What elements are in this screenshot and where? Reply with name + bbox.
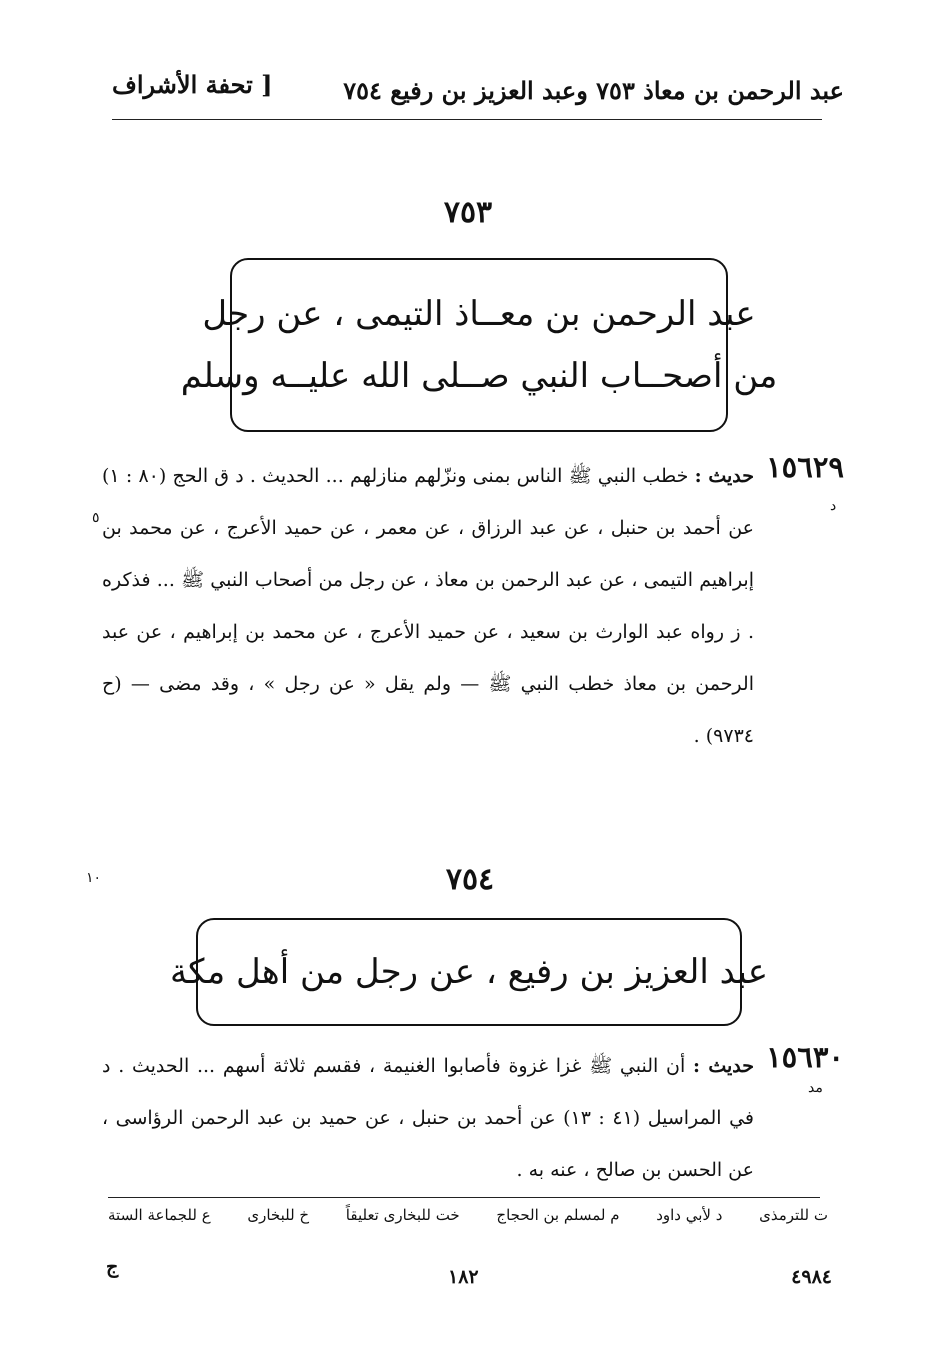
section-number: ٧٥٣ [443,195,493,230]
hadith-body: أن النبي ﷺ غزا غزوة فأصابوا الغنيمة ، فقسم ثلاثة أسهم ... الحديث . د في المراسيل (٤١ : ١٣) عن أحمد بن حنبل ، عن حميد بن عبد الرحمن الرؤاسى ، عن الحسن بن صالح ، عنه به . [102,1055,754,1181]
signature-mark: ج [106,1256,119,1278]
margin-mark: مد [808,1080,823,1096]
narrator-line: عبد العزيز بن رفيع ، عن رجل من أهل مكة [170,952,768,992]
page-number: ١٨٢ [448,1266,479,1288]
footer-rule [108,1197,820,1198]
hadith-body: خطب النبي ﷺ الناس بمنى ونزّلهم منازلهم ... الحديث . د ق الحج (٨٠ : ١) عن أحمد بن حنبل ، عن عبد الرزاق ، عن معمر ، عن حميد الأعرج ، عن محمد بن إبراهيم التيمى ، عن عبد الرحمن بن معاذ ، عن رجل من أصحاب النبي ﷺ ... فذكره . ز رواه عبد الوارث بن سعيد ، عن حميد الأعرج ، عن محمد بن إبراهيم ، عن عبد الرحمن بن معاذ خطب النبي ﷺ — ولم يقل « عن رجل » ، وقد مضى — (ح ٩٧٣٤) . [102,465,754,747]
abbreviation: م لمسلم بن الحجاج [496,1206,620,1224]
abbreviation: د لأبي داود [656,1206,723,1224]
abbreviation: ت للترمذى [759,1206,828,1224]
hadith-lead: حديث : [694,465,755,487]
abbreviation: خت للبخارى تعليقاً [345,1206,460,1224]
narrator-line: من أصحــاب النبي صــلى الله عليــه وسلم [180,356,778,396]
abbreviations-legend [108,1206,828,1224]
section-number: ٧٥٤ [445,862,495,897]
hadith-entry [102,450,844,762]
hadith-lead: حديث : [693,1055,754,1077]
narrator-box [180,258,778,432]
abbreviation: خ للبخارى [247,1206,310,1224]
book-title: [ تحفة الأشراف [112,70,273,99]
header-rule [112,119,822,120]
hadith-number: ١٥٦٣٠ [766,1040,844,1074]
hadith-text [102,1040,844,1196]
volume-page-number: ٤٩٨٤ [791,1266,832,1288]
narrator-line: عبد الرحمن بن معــاذ التيمى ، عن رجل [202,294,756,334]
margin-mark: د [830,498,837,514]
abbreviation: ع للجماعة الستة [108,1206,211,1224]
running-title: عبد الرحمن بن معاذ ٧٥٣ وعبد العزيز بن رفيع ٧٥٤ [343,76,844,105]
line-number: ١٠ [86,870,102,886]
narrator-box [170,918,768,1026]
line-number: ٥ [92,510,100,526]
hadith-number: ١٥٦٢٩ [766,450,844,484]
hadith-entry [102,1040,844,1196]
hadith-text [102,450,844,762]
